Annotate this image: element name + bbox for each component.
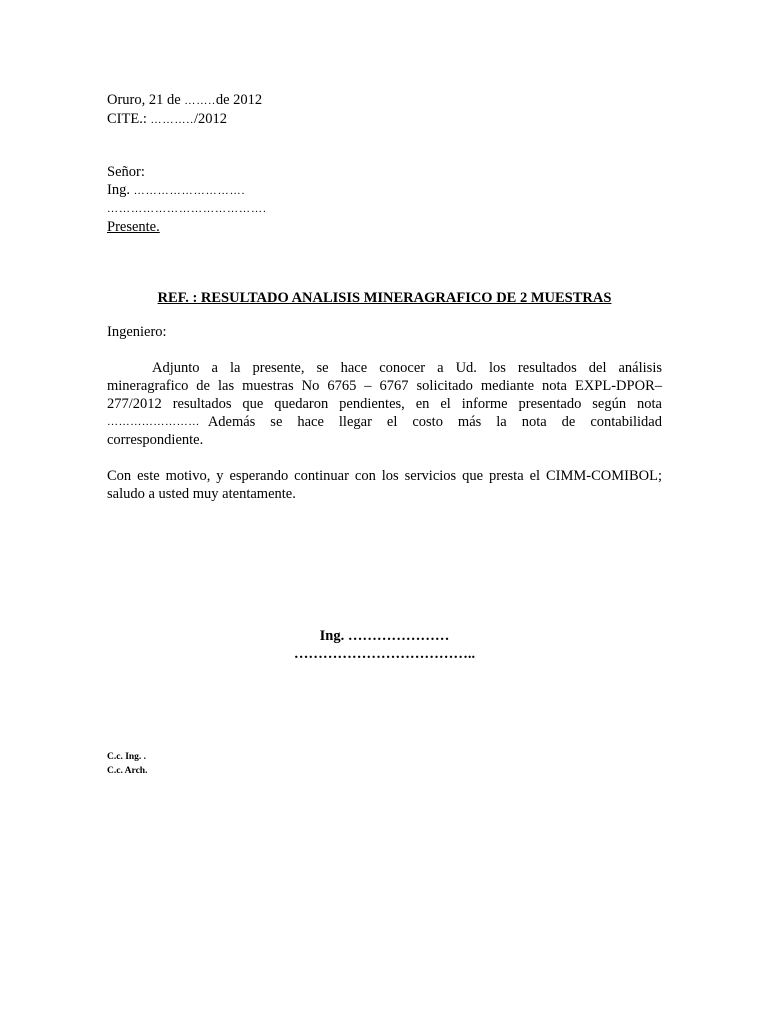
recipient-title-blank: ………………………. bbox=[133, 185, 246, 197]
cite-prefix: CITE.: bbox=[107, 111, 151, 127]
presente-label: Presente. bbox=[107, 219, 160, 235]
paragraph2-line2: saludo a usted muy atentamente. bbox=[107, 486, 296, 502]
salutation: Señor: bbox=[107, 164, 145, 180]
recipient-block bbox=[107, 163, 267, 236]
letter-header bbox=[107, 91, 262, 129]
body-paragraph-2 bbox=[107, 467, 662, 503]
recipient-title-line bbox=[107, 181, 267, 200]
paragraph1-line5: correspondiente. bbox=[107, 432, 204, 448]
cite-suffix: /2012 bbox=[194, 111, 228, 127]
paragraph1-blank: …………………… bbox=[107, 416, 200, 428]
paragraph1-line1-text: Adjunto a la presente, se hace conocer a Ud. los resultados del análisis bbox=[152, 360, 662, 376]
copy-line-1: C.c. Ing. . bbox=[107, 752, 147, 762]
greeting: Ingeniero: bbox=[107, 324, 167, 340]
date-blank: …….. bbox=[184, 95, 216, 107]
paragraph1-line2: mineragrafico de las muestras No 6765 – 6767 solicitado mediante nota EXPL-DPOR– bbox=[107, 378, 662, 394]
body-paragraph-1 bbox=[107, 359, 662, 449]
copies-block bbox=[107, 750, 147, 778]
recipient-title-prefix: Ing. bbox=[107, 182, 134, 198]
date-prefix: Oruro, 21 de bbox=[107, 92, 185, 108]
signature-name: ……………………………….. bbox=[293, 646, 476, 662]
paragraph1-line3: 277/2012 resultados que quedaron pendientes, en el informe presentado según nota bbox=[107, 396, 662, 412]
date-line bbox=[107, 91, 262, 110]
paragraph1-line4-text: Además se hace llegar el costo más la nota de contabilidad bbox=[207, 414, 662, 430]
paragraph1-line1 bbox=[107, 359, 662, 377]
paragraph2-line1: Con este motivo, y esperando continuar con los servicios que presta el CIMM-COMIBOL; bbox=[107, 468, 662, 484]
signature-title: Ing. ………………… bbox=[319, 628, 450, 644]
copy-line-2: C.c. Arch. bbox=[107, 766, 148, 776]
signature-block bbox=[107, 627, 662, 663]
cite-line bbox=[107, 110, 262, 129]
cite-blank: ……….. bbox=[150, 114, 194, 126]
reference-line: REF. : RESULTADO ANALISIS MINERAGRAFICO DE 2 MUESTRAS bbox=[157, 290, 612, 306]
paragraph1-line4 bbox=[107, 413, 662, 431]
date-suffix: de 2012 bbox=[215, 92, 263, 108]
recipient-name-blank: …………………………………. bbox=[107, 203, 267, 215]
